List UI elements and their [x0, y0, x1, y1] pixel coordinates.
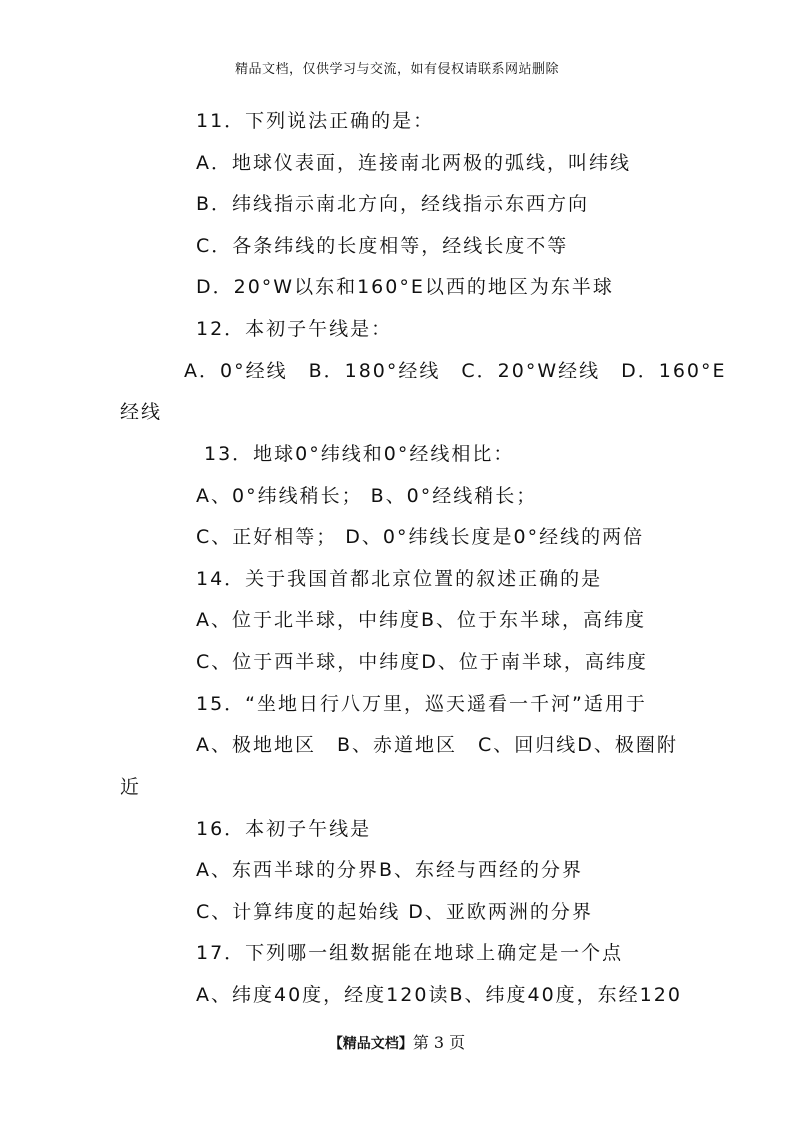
- question-15: 15．“坐地日行八万里，巡天遥看一千河”适用于: [196, 693, 647, 715]
- options-14-cd: C、位于西半球，中纬度D、位于南半球，高纬度: [196, 651, 648, 673]
- option-11-b: B．纬线指示南北方向，经线指示东西方向: [196, 193, 590, 215]
- options-15-continued: 近: [120, 776, 142, 798]
- options-13-ab: A、0°纬线稍长； B、0°经线稍长；: [196, 485, 538, 507]
- options-12-continued: 经线: [120, 401, 163, 423]
- options-13-cd: C、正好相等； D、0°纬线长度是0°经线的两倍: [196, 526, 645, 548]
- question-12: 12．本初子午线是：: [196, 318, 393, 340]
- options-16-cd: C、计算纬度的起始线 D、亚欧两洲的分界: [196, 901, 593, 923]
- question-17: 17．下列哪一组数据能在地球上确定是一个点: [196, 942, 624, 964]
- option-11-a: A．地球仪表面，连接南北两极的弧线，叫纬线: [196, 152, 631, 174]
- question-11: 11．下列说法正确的是：: [196, 110, 435, 132]
- options-15: A、极地地区 B、赤道地区 C、回归线D、极圈附: [196, 734, 678, 756]
- option-11-c: C．各条纬线的长度相等，经线长度不等: [196, 235, 569, 257]
- question-16: 16．本初子午线是: [196, 818, 372, 840]
- options-16-ab: A、东西半球的分界B、东经与西经的分界: [196, 859, 584, 881]
- page-footer: [0, 1030, 794, 1053]
- page-header: 精品文档，仅供学习与交流，如有侵权请联系网站删除: [234, 62, 559, 77]
- footer-tag: 【精品文档】: [328, 1036, 413, 1052]
- question-14: 14．关于我国首都北京位置的叙述正确的是: [196, 568, 603, 590]
- options-17-ab: A、纬度40度，经度120读B、纬度40度，东经120: [196, 984, 682, 1006]
- option-11-d: D．20°W以东和160°E以西的地区为东半球: [196, 276, 614, 298]
- options-12: A．0°经线 B．180°经线 C．20°W经线 D．160°E: [184, 360, 727, 382]
- page-number: 第 3 页: [412, 1033, 466, 1052]
- options-14-ab: A、位于北半球，中纬度B、位于东半球，高纬度: [196, 609, 647, 631]
- question-13: 13．地球0°纬线和0°经线相比：: [204, 443, 515, 465]
